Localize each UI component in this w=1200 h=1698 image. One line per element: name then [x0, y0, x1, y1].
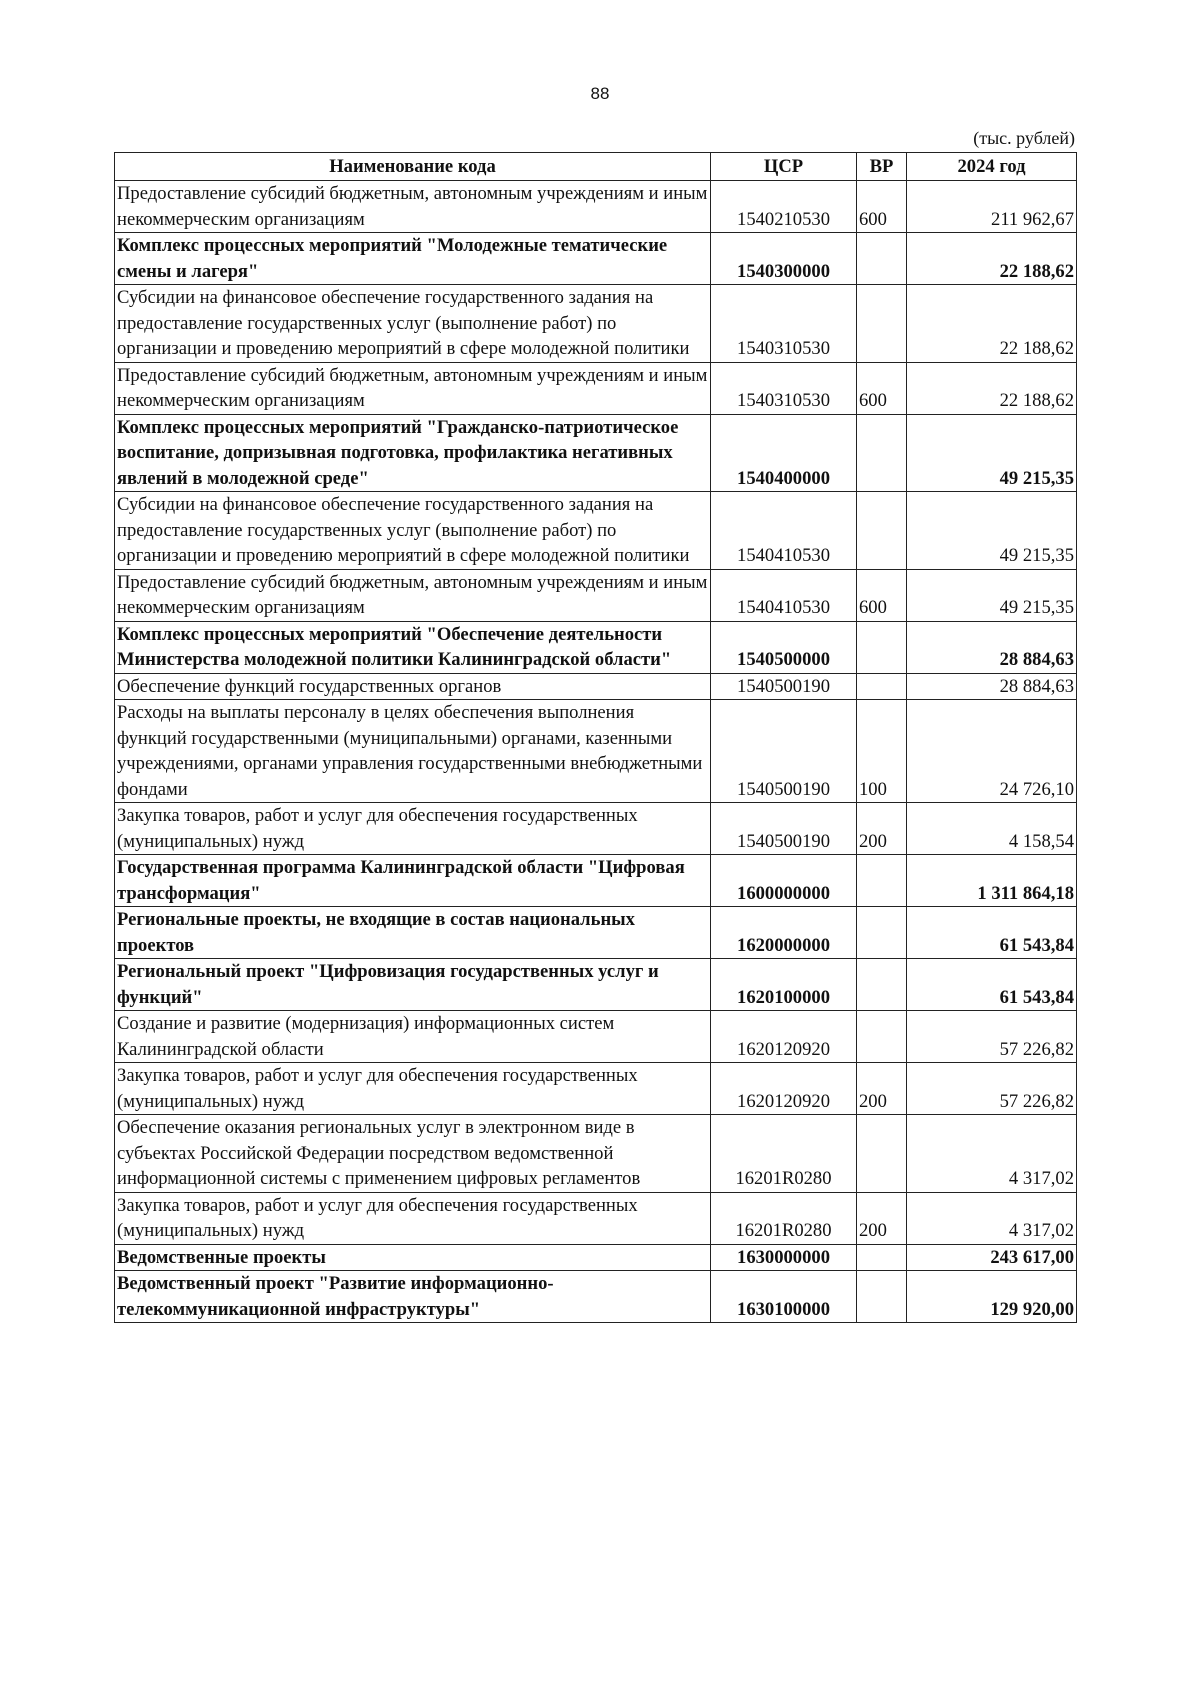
- row-name-cell: Государственная программа Калининградской области "Цифровая трансформация": [115, 855, 711, 907]
- table-row: [115, 285, 1077, 363]
- row-amount-cell: 243 617,00: [907, 1244, 1077, 1271]
- row-amount-cell: 28 884,63: [907, 621, 1077, 673]
- table-row: [115, 181, 1077, 233]
- table-row: [115, 414, 1077, 492]
- row-vr-cell: [857, 959, 907, 1011]
- table-row: [115, 907, 1077, 959]
- table-row: [115, 673, 1077, 700]
- row-csr-cell: 1620120920: [711, 1063, 857, 1115]
- row-vr-cell: [857, 1244, 907, 1271]
- row-amount-cell: 24 726,10: [907, 700, 1077, 803]
- row-csr-cell: 1620100000: [711, 959, 857, 1011]
- row-amount-cell: 49 215,35: [907, 492, 1077, 570]
- row-name-cell: Предоставление субсидий бюджетным, автономным учреждениям и иным некоммерческим организациям: [115, 569, 711, 621]
- row-csr-cell: 1540500190: [711, 700, 857, 803]
- table-row: [115, 855, 1077, 907]
- row-csr-cell: 1540500190: [711, 803, 857, 855]
- row-csr-cell: 1540500190: [711, 673, 857, 700]
- row-vr-cell: 100: [857, 700, 907, 803]
- row-csr-cell: 16201R0280: [711, 1115, 857, 1193]
- row-vr-cell: 200: [857, 1063, 907, 1115]
- budget-table: [114, 152, 1077, 1323]
- header-csr: ЦСР: [711, 153, 857, 181]
- row-name-cell: Обеспечение оказания региональных услуг в электронном виде в субъектах Российской Федерации посредством ведомственной информационной системы с применением цифровых регламентов: [115, 1115, 711, 1193]
- table-row: [115, 959, 1077, 1011]
- row-name-cell: Субсидии на финансовое обеспечение государственного задания на предоставление государственных услуг (выполнение работ) по организации и проведению мероприятий в сфере молодежной политики: [115, 492, 711, 570]
- row-name-cell: Закупка товаров, работ и услуг для обеспечения государственных (муниципальных) нужд: [115, 803, 711, 855]
- row-csr-cell: 1630000000: [711, 1244, 857, 1271]
- header-vr: ВР: [857, 153, 907, 181]
- row-vr-cell: 600: [857, 569, 907, 621]
- row-name-cell: Комплекс процессных мероприятий "Обеспечение деятельности Министерства молодежной политики Калининградской области": [115, 621, 711, 673]
- header-year: 2024 год: [907, 153, 1077, 181]
- table-row: [115, 569, 1077, 621]
- row-csr-cell: 1540410530: [711, 569, 857, 621]
- row-vr-cell: [857, 673, 907, 700]
- row-name-cell: Комплекс процессных мероприятий "Молодежные тематические смены и лагеря": [115, 233, 711, 285]
- row-amount-cell: 57 226,82: [907, 1063, 1077, 1115]
- header-row: [115, 153, 1077, 181]
- row-csr-cell: 16201R0280: [711, 1192, 857, 1244]
- row-amount-cell: 211 962,67: [907, 181, 1077, 233]
- row-csr-cell: 1540310530: [711, 362, 857, 414]
- row-amount-cell: 129 920,00: [907, 1271, 1077, 1323]
- row-csr-cell: 1540400000: [711, 414, 857, 492]
- row-amount-cell: 49 215,35: [907, 569, 1077, 621]
- row-vr-cell: [857, 855, 907, 907]
- row-vr-cell: [857, 1271, 907, 1323]
- row-amount-cell: 57 226,82: [907, 1011, 1077, 1063]
- table-row: [115, 1063, 1077, 1115]
- table-row: [115, 621, 1077, 673]
- table-row: [115, 803, 1077, 855]
- row-amount-cell: 22 188,62: [907, 362, 1077, 414]
- table-row: [115, 1011, 1077, 1063]
- row-vr-cell: [857, 907, 907, 959]
- row-amount-cell: 22 188,62: [907, 233, 1077, 285]
- row-amount-cell: 22 188,62: [907, 285, 1077, 363]
- row-csr-cell: 1630100000: [711, 1271, 857, 1323]
- row-amount-cell: 61 543,84: [907, 907, 1077, 959]
- row-name-cell: Создание и развитие (модернизация) информационных систем Калининградской области: [115, 1011, 711, 1063]
- row-name-cell: Комплекс процессных мероприятий "Гражданско-патриотическое воспитание, допризывная подготовка, профилактика негативных явлений в молодежной среде": [115, 414, 711, 492]
- row-amount-cell: 28 884,63: [907, 673, 1077, 700]
- page-number: 88: [590, 84, 610, 103]
- row-name-cell: Региональный проект "Цифровизация государственных услуг и функций": [115, 959, 711, 1011]
- row-amount-cell: 49 215,35: [907, 414, 1077, 492]
- row-csr-cell: 1540410530: [711, 492, 857, 570]
- row-vr-cell: 600: [857, 362, 907, 414]
- row-vr-cell: 600: [857, 181, 907, 233]
- row-name-cell: Предоставление субсидий бюджетным, автономным учреждениям и иным некоммерческим организациям: [115, 181, 711, 233]
- row-vr-cell: [857, 1011, 907, 1063]
- row-csr-cell: 1540210530: [711, 181, 857, 233]
- row-name-cell: Ведомственный проект "Развитие информационно-телекоммуникационной инфраструктуры": [115, 1271, 711, 1323]
- table-row: [115, 1115, 1077, 1193]
- units-label: (тыс. рублей): [973, 128, 1075, 148]
- row-csr-cell: 1600000000: [711, 855, 857, 907]
- table-row: [115, 1244, 1077, 1271]
- row-csr-cell: 1540300000: [711, 233, 857, 285]
- row-vr-cell: [857, 621, 907, 673]
- row-name-cell: Региональные проекты, не входящие в состав национальных проектов: [115, 907, 711, 959]
- table-row: [115, 492, 1077, 570]
- row-amount-cell: 4 158,54: [907, 803, 1077, 855]
- row-vr-cell: [857, 285, 907, 363]
- row-amount-cell: 4 317,02: [907, 1115, 1077, 1193]
- row-name-cell: Субсидии на финансовое обеспечение государственного задания на предоставление государственных услуг (выполнение работ) по организации и проведению мероприятий в сфере молодежной политики: [115, 285, 711, 363]
- row-name-cell: Закупка товаров, работ и услуг для обеспечения государственных (муниципальных) нужд: [115, 1192, 711, 1244]
- table-row: [115, 233, 1077, 285]
- table-row: [115, 362, 1077, 414]
- row-amount-cell: 1 311 864,18: [907, 855, 1077, 907]
- row-csr-cell: 1620120920: [711, 1011, 857, 1063]
- table-body: [115, 181, 1077, 1323]
- row-name-cell: Обеспечение функций государственных органов: [115, 673, 711, 700]
- table-row: [115, 1192, 1077, 1244]
- row-vr-cell: [857, 233, 907, 285]
- row-csr-cell: 1540500000: [711, 621, 857, 673]
- table-header: [115, 153, 1077, 181]
- table-row: [115, 1271, 1077, 1323]
- row-name-cell: Закупка товаров, работ и услуг для обеспечения государственных (муниципальных) нужд: [115, 1063, 711, 1115]
- row-csr-cell: 1540310530: [711, 285, 857, 363]
- row-vr-cell: [857, 492, 907, 570]
- row-vr-cell: [857, 1115, 907, 1193]
- header-name: Наименование кода: [115, 153, 711, 181]
- row-name-cell: Ведомственные проекты: [115, 1244, 711, 1271]
- row-vr-cell: [857, 414, 907, 492]
- row-name-cell: Предоставление субсидий бюджетным, автономным учреждениям и иным некоммерческим организациям: [115, 362, 711, 414]
- row-csr-cell: 1620000000: [711, 907, 857, 959]
- row-amount-cell: 4 317,02: [907, 1192, 1077, 1244]
- row-amount-cell: 61 543,84: [907, 959, 1077, 1011]
- row-name-cell: Расходы на выплаты персоналу в целях обеспечения выполнения функций государственными (муниципальными) органами, казенными учреждениями, органами управления государственными внебюджетными фондами: [115, 700, 711, 803]
- table-row: [115, 700, 1077, 803]
- row-vr-cell: 200: [857, 1192, 907, 1244]
- row-vr-cell: 200: [857, 803, 907, 855]
